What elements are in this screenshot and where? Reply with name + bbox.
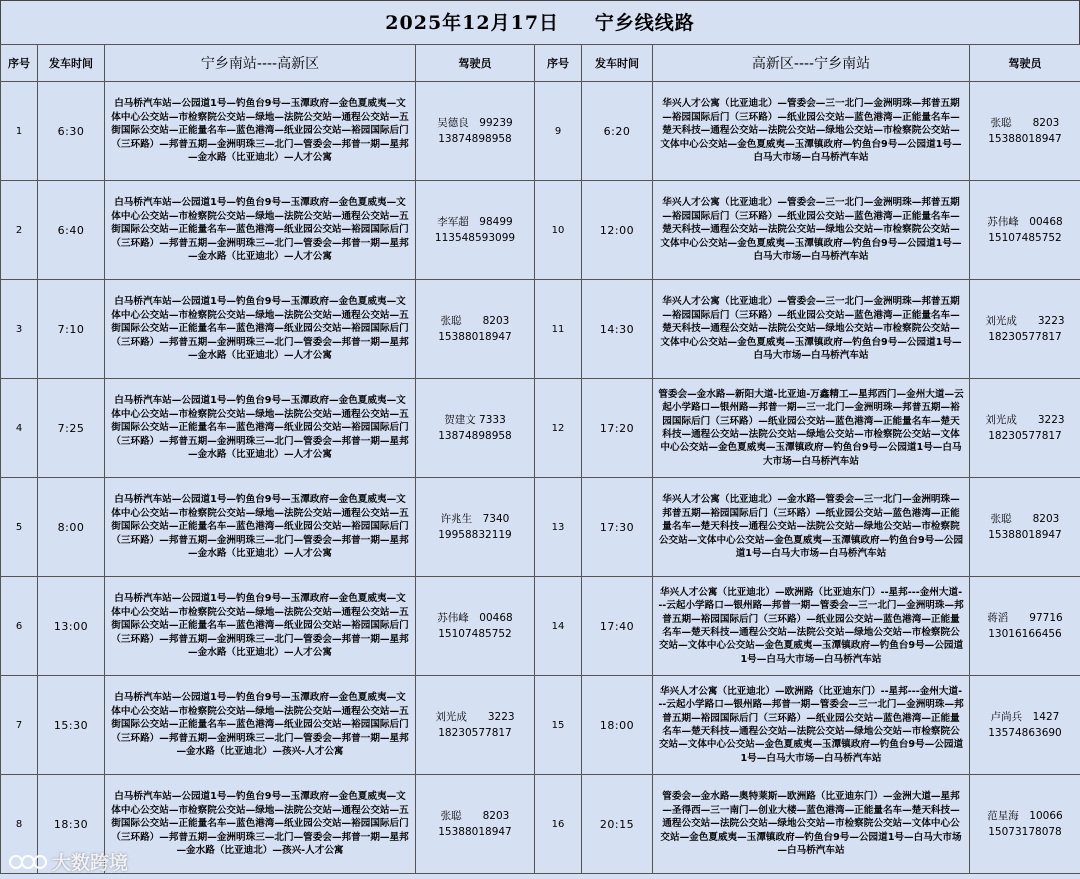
- route-left-cell: 白马桥汽车站—公园道1号—钓鱼台9号—玉潭政府—金色夏威夷—文体中心公交站—市检察院公交站—绿地—法院公交站—通程公交站—五街国际公交站—正能量名车—蓝色港湾—纸业园公交站—裕园国际后门（三环路）—邦普五期—金洲明珠三—北门—管委会—邦普一期—星邦—金水路（比亚迪北）—孩兴-人才公寓: [105, 775, 416, 874]
- driver-left-cell: [416, 379, 535, 478]
- driver-phone: 13874898958: [438, 430, 512, 442]
- driver-name: 张聪 8203: [440, 810, 510, 822]
- route-left-cell: 白马桥汽车站—公园道1号—钓鱼台9号—玉潭政府—金色夏威夷—文体中心公交站—市检察院公交站—绿地—法院公交站—通程公交站—五街国际公交站—正能量名车—蓝色港湾—纸业园公交站—裕园国际后门（三环路）—邦普五期—金洲明珠三—北门—管委会—邦普一期—星邦—金水路（比亚迪北）—人才公寓: [105, 379, 416, 478]
- driver-left-cell: [416, 478, 535, 577]
- driver-name: 李军超 98499: [437, 216, 513, 228]
- seq-left-cell: 4: [1, 379, 38, 478]
- col-time-left: 发车时间: [38, 45, 105, 82]
- departure-time-left: 13:00: [38, 577, 105, 676]
- route-right-cell: 华兴人才公寓（比亚迪北）—管委会—三一北门—金洲明珠—邦普五期—裕园国际后门（三环路）—纸业园公交站—蓝色港湾—正能量名车—楚天科技—通程公交站—法院公交站—绿地公交站—市检察院公交站—文体中心公交站—金色夏威夷—玉潭镇政府—钓鱼台9号—公园道1号—白马大市场—白马桥汽车站: [653, 181, 970, 280]
- driver-left-cell: [416, 181, 535, 280]
- driver-name: 张聪 8203: [440, 315, 510, 327]
- table-row: [1, 379, 1080, 478]
- table-row: [1, 676, 1080, 775]
- driver-phone: 15388018947: [438, 826, 512, 838]
- route-right-cell: 华兴人才公寓（比亚迪北）—欧洲路（比亚迪东门）--星邦---金州大道---云起小学路口—银州路—邦普一期—管委会—三一北门—金洲明珠—邦普五期—裕园国际后门（三环路）—纸业园公交站—蓝色港湾—正能量名车—楚天科技—通程公交站—法院公交站—绿地公交站—市检察院公交站—文体中心公交站—金色夏威夷—玉潭镇政府—钓鱼台9号—公园道1号—白马大市场—白马桥汽车站: [653, 676, 970, 775]
- seq-left-cell: 7: [1, 676, 38, 775]
- route-right-cell: 华兴人才公寓（比亚迪北）—管委会—三一北门—金洲明珠—邦普五期—裕园国际后门（三环路）—纸业园公交站—蓝色港湾—正能量名车—楚天科技—通程公交站—法院公交站—绿地公交站—市检察院公交站—文体中心公交站—金色夏威夷—玉潭镇政府—钓鱼台9号—公园道1号—白马大市场—白马桥汽车站: [653, 280, 970, 379]
- table-row: [1, 82, 1080, 181]
- page-title: [0, 0, 1080, 44]
- departure-time-left: 7:25: [38, 379, 105, 478]
- seq-left-cell: 1: [1, 82, 38, 181]
- seq-left-cell: 6: [1, 577, 38, 676]
- departure-time-right: 17:20: [582, 379, 653, 478]
- route-left-cell: 白马桥汽车站—公园道1号—钓鱼台9号—玉潭政府—金色夏威夷—文体中心公交站—市检察院公交站—绿地—法院公交站—通程公交站—五街国际公交站—正能量名车—蓝色港湾—纸业园公交站—裕园国际后门（三环路）—邦普五期—金洲明珠三—北门—管委会—邦普一期—星邦—金水路（比亚迪北）—孩兴-人才公寓: [105, 676, 416, 775]
- col-route-left: 宁乡南站----高新区: [105, 45, 416, 82]
- route-left-cell: 白马桥汽车站—公园道1号—钓鱼台9号—玉潭政府—金色夏威夷—文体中心公交站—市检察院公交站—绿地—法院公交站—通程公交站—五街国际公交站—正能量名车—蓝色港湾—纸业园公交站—裕园国际后门（三环路）—邦普五期—金洲明珠三—北门—管委会—邦普一期—星邦—金水路（比亚迪北）—人才公寓: [105, 280, 416, 379]
- seq-right-cell: 10: [535, 181, 582, 280]
- table-row: [1, 478, 1080, 577]
- driver-phone: 18230577817: [988, 430, 1062, 442]
- route-right-cell: 管委会—金水路—新阳大道-比亚迪-万鑫精工—星邦西门—金州大道—云起小学路口—银州路—邦普一期—三一北门—金洲明珠—邦普五期—裕园国际后门（三环路）—纸业园公交站—蓝色港湾—正能量名车—楚天科技—通程公交站—法院公交站—绿地公交站—市检察院公交站—文体中心公交站—金色夏威夷—玉潭镇政府—钓鱼台9号—公园道1号—白马大市场—白马桥汽车站: [653, 379, 970, 478]
- table-row: [1, 577, 1080, 676]
- seq-right-cell: 16: [535, 775, 582, 874]
- departure-time-left: 7:10: [38, 280, 105, 379]
- route-left-cell: 白马桥汽车站—公园道1号—钓鱼台9号—玉潭政府—金色夏威夷—文体中心公交站—市检察院公交站—绿地—法院公交站—通程公交站—五街国际公交站—正能量名车—蓝色港湾—纸业园公交站—裕园国际后门（三环路）—邦普五期—金洲明珠三—北门—管委会—邦普一期—星邦—金水路（比亚迪北）—人才公寓: [105, 478, 416, 577]
- driver-name: 苏伟峰 00468: [437, 612, 513, 624]
- driver-left-cell: [416, 280, 535, 379]
- seq-right-cell: 9: [535, 82, 582, 181]
- departure-time-right: 20:15: [582, 775, 653, 874]
- driver-phone: 15107485752: [438, 628, 512, 640]
- driver-left-cell: [416, 82, 535, 181]
- driver-phone: 15107485752: [988, 232, 1062, 244]
- seq-left-cell: 5: [1, 478, 38, 577]
- driver-right-cell: [970, 478, 1080, 577]
- col-time-right: 发车时间: [582, 45, 653, 82]
- table-row: [1, 181, 1080, 280]
- driver-right-cell: [970, 82, 1080, 181]
- departure-time-left: 18:30: [38, 775, 105, 874]
- departure-time-right: 14:30: [582, 280, 653, 379]
- col-driver-left: 驾驶员: [416, 45, 535, 82]
- driver-phone: 13574863690: [988, 727, 1062, 739]
- departure-time-left: 8:00: [38, 478, 105, 577]
- departure-time-right: 17:30: [582, 478, 653, 577]
- driver-phone: 18230577817: [988, 331, 1062, 343]
- header-row: [1, 45, 1080, 82]
- departure-time-left: 6:40: [38, 181, 105, 280]
- departure-time-right: 12:00: [582, 181, 653, 280]
- col-driver-right: 驾驶员: [970, 45, 1080, 82]
- driver-right-cell: [970, 379, 1080, 478]
- driver-phone: 18230577817: [438, 727, 512, 739]
- driver-name: 刘光成 3223: [435, 711, 515, 723]
- driver-name: 张聪 8203: [990, 117, 1060, 129]
- title-line: 宁乡线线路: [594, 12, 695, 34]
- col-seq-right: 序号: [535, 45, 582, 82]
- driver-name: 蒋滔 97716: [987, 612, 1063, 624]
- driver-right-cell: [970, 676, 1080, 775]
- title-date: 2025年12月17日: [385, 12, 560, 34]
- departure-time-right: 18:00: [582, 676, 653, 775]
- seq-left-cell: 8: [1, 775, 38, 874]
- departure-time-right: 6:20: [582, 82, 653, 181]
- seq-right-cell: 13: [535, 478, 582, 577]
- driver-phone: 15073178078: [988, 826, 1062, 838]
- driver-name: 苏伟峰 00468: [987, 216, 1063, 228]
- route-right-cell: 华兴人才公寓（比亚迪北）—管委会—三一北门—金洲明珠—邦普五期—裕园国际后门（三环路）—纸业园公交站—蓝色港湾—正能量名车—楚天科技—通程公交站—法院公交站—绿地公交站—市检察院公交站—文体中心公交站—金色夏威夷—玉潭镇政府—钓鱼台9号—公园道1号—白马大市场—白马桥汽车站: [653, 82, 970, 181]
- driver-right-cell: [970, 280, 1080, 379]
- route-right-cell: 华兴人才公寓（比亚迪北）—欧洲路（比亚迪东门）--星邦---金州大道---云起小学路口—银州路—邦普一期—管委会—三一北门—金洲明珠—邦普五期—裕园国际后门（三环路）—纸业园公交站—蓝色港湾—正能量名车—楚天科技—通程公交站—法院公交站—绿地公交站—市检察院公交站—文体中心公交站—金色夏威夷—玉潭镇政府—钓鱼台9号—公园道1号—白马大市场—白马桥汽车站: [653, 577, 970, 676]
- driver-name: 范星海 10066: [987, 810, 1063, 822]
- driver-name: 许兆生 7340: [440, 513, 510, 525]
- seq-right-cell: 14: [535, 577, 582, 676]
- driver-name: 吴德良 99239: [437, 117, 513, 129]
- driver-right-cell: [970, 181, 1080, 280]
- route-left-cell: 白马桥汽车站—公园道1号—钓鱼台9号—玉潭政府—金色夏威夷—文体中心公交站—市检察院公交站—绿地—法院公交站—通程公交站—五街国际公交站—正能量名车—蓝色港湾—纸业园公交站—裕园国际后门（三环路）—邦普五期—金洲明珠三—北门—管委会—邦普一期—星邦—金水路（比亚迪北）—人才公寓: [105, 577, 416, 676]
- driver-name: 刘光成 3223: [985, 414, 1065, 426]
- col-route-right: 高新区----宁乡南站: [653, 45, 970, 82]
- driver-phone: 19958832119: [438, 529, 512, 541]
- dashuju-logo-icon: [8, 852, 48, 872]
- departure-time-left: 6:30: [38, 82, 105, 181]
- driver-phone: 13016166456: [988, 628, 1062, 640]
- driver-name: 贺建文 7333: [444, 414, 506, 426]
- col-seq-left: 序号: [1, 45, 38, 82]
- driver-phone: 113548593099: [434, 232, 516, 244]
- driver-name: 张聪 8203: [990, 513, 1060, 525]
- route-right-cell: 管委会—金水路—奥特莱斯—欧洲路（比亚迪东门）—金洲大道—星邦—圣得西—三一南门—创业大楼—蓝色港湾—正能量名车—楚天科技—通程公交站—法院公交站—绿地公交站—市检察院公交站—文体中心公交站—金色夏威夷—玉潭镇政府—钓鱼台9号—公园道1号—白马大市场—白马桥汽车站: [653, 775, 970, 874]
- route-left-cell: 白马桥汽车站—公园道1号—钓鱼台9号—玉潭政府—金色夏威夷—文体中心公交站—市检察院公交站—绿地—法院公交站—通程公交站—五街国际公交站—正能量名车—蓝色港湾—纸业园公交站—裕园国际后门（三环路）—邦普五期—金洲明珠三—北门—管委会—邦普一期—星邦—金水路（比亚迪北）—人才公寓: [105, 181, 416, 280]
- driver-left-cell: [416, 676, 535, 775]
- driver-name: 刘光成 3223: [985, 315, 1065, 327]
- watermark: [8, 848, 128, 875]
- seq-right-cell: 11: [535, 280, 582, 379]
- departure-time-left: 15:30: [38, 676, 105, 775]
- seq-right-cell: 12: [535, 379, 582, 478]
- seq-right-cell: 15: [535, 676, 582, 775]
- route-left-cell: 白马桥汽车站—公园道1号—钓鱼台9号—玉潭政府—金色夏威夷—文体中心公交站—市检察院公交站—绿地—法院公交站—通程公交站—五街国际公交站—正能量名车—蓝色港湾—纸业园公交站—裕园国际后门（三环路）—邦普五期—金洲明珠三—北门—管委会—邦普一期—星邦—金水路（比亚迪北）—人才公寓: [105, 82, 416, 181]
- driver-phone: 15388018947: [438, 331, 512, 343]
- driver-left-cell: [416, 577, 535, 676]
- table-row: [1, 280, 1080, 379]
- route-right-cell: 华兴人才公寓（比亚迪北）—金水路—管委会—三一北门—金洲明珠—邦普五期—裕园国际后门（三环路）—纸业园公交站—蓝色港湾—正能量名车—楚天科技—通程公交站—法院公交站—绿地公交站—市检察院公交站—文体中心公交站—金色夏威夷—玉潭镇政府—钓鱼台9号—公园道1号—白马大市场—白马桥汽车站: [653, 478, 970, 577]
- driver-right-cell: [970, 577, 1080, 676]
- driver-left-cell: [416, 775, 535, 874]
- driver-name: 卢尚兵 1427: [990, 711, 1060, 723]
- driver-phone: 15388018947: [988, 133, 1062, 145]
- seq-left-cell: 3: [1, 280, 38, 379]
- seq-left-cell: 2: [1, 181, 38, 280]
- driver-right-cell: [970, 775, 1080, 874]
- driver-phone: 15388018947: [988, 529, 1062, 541]
- schedule-table: [0, 44, 1080, 874]
- driver-phone: 13874898958: [438, 133, 512, 145]
- watermark-text: 大数跨境: [52, 852, 129, 874]
- table-row: [1, 775, 1080, 874]
- departure-time-right: 17:40: [582, 577, 653, 676]
